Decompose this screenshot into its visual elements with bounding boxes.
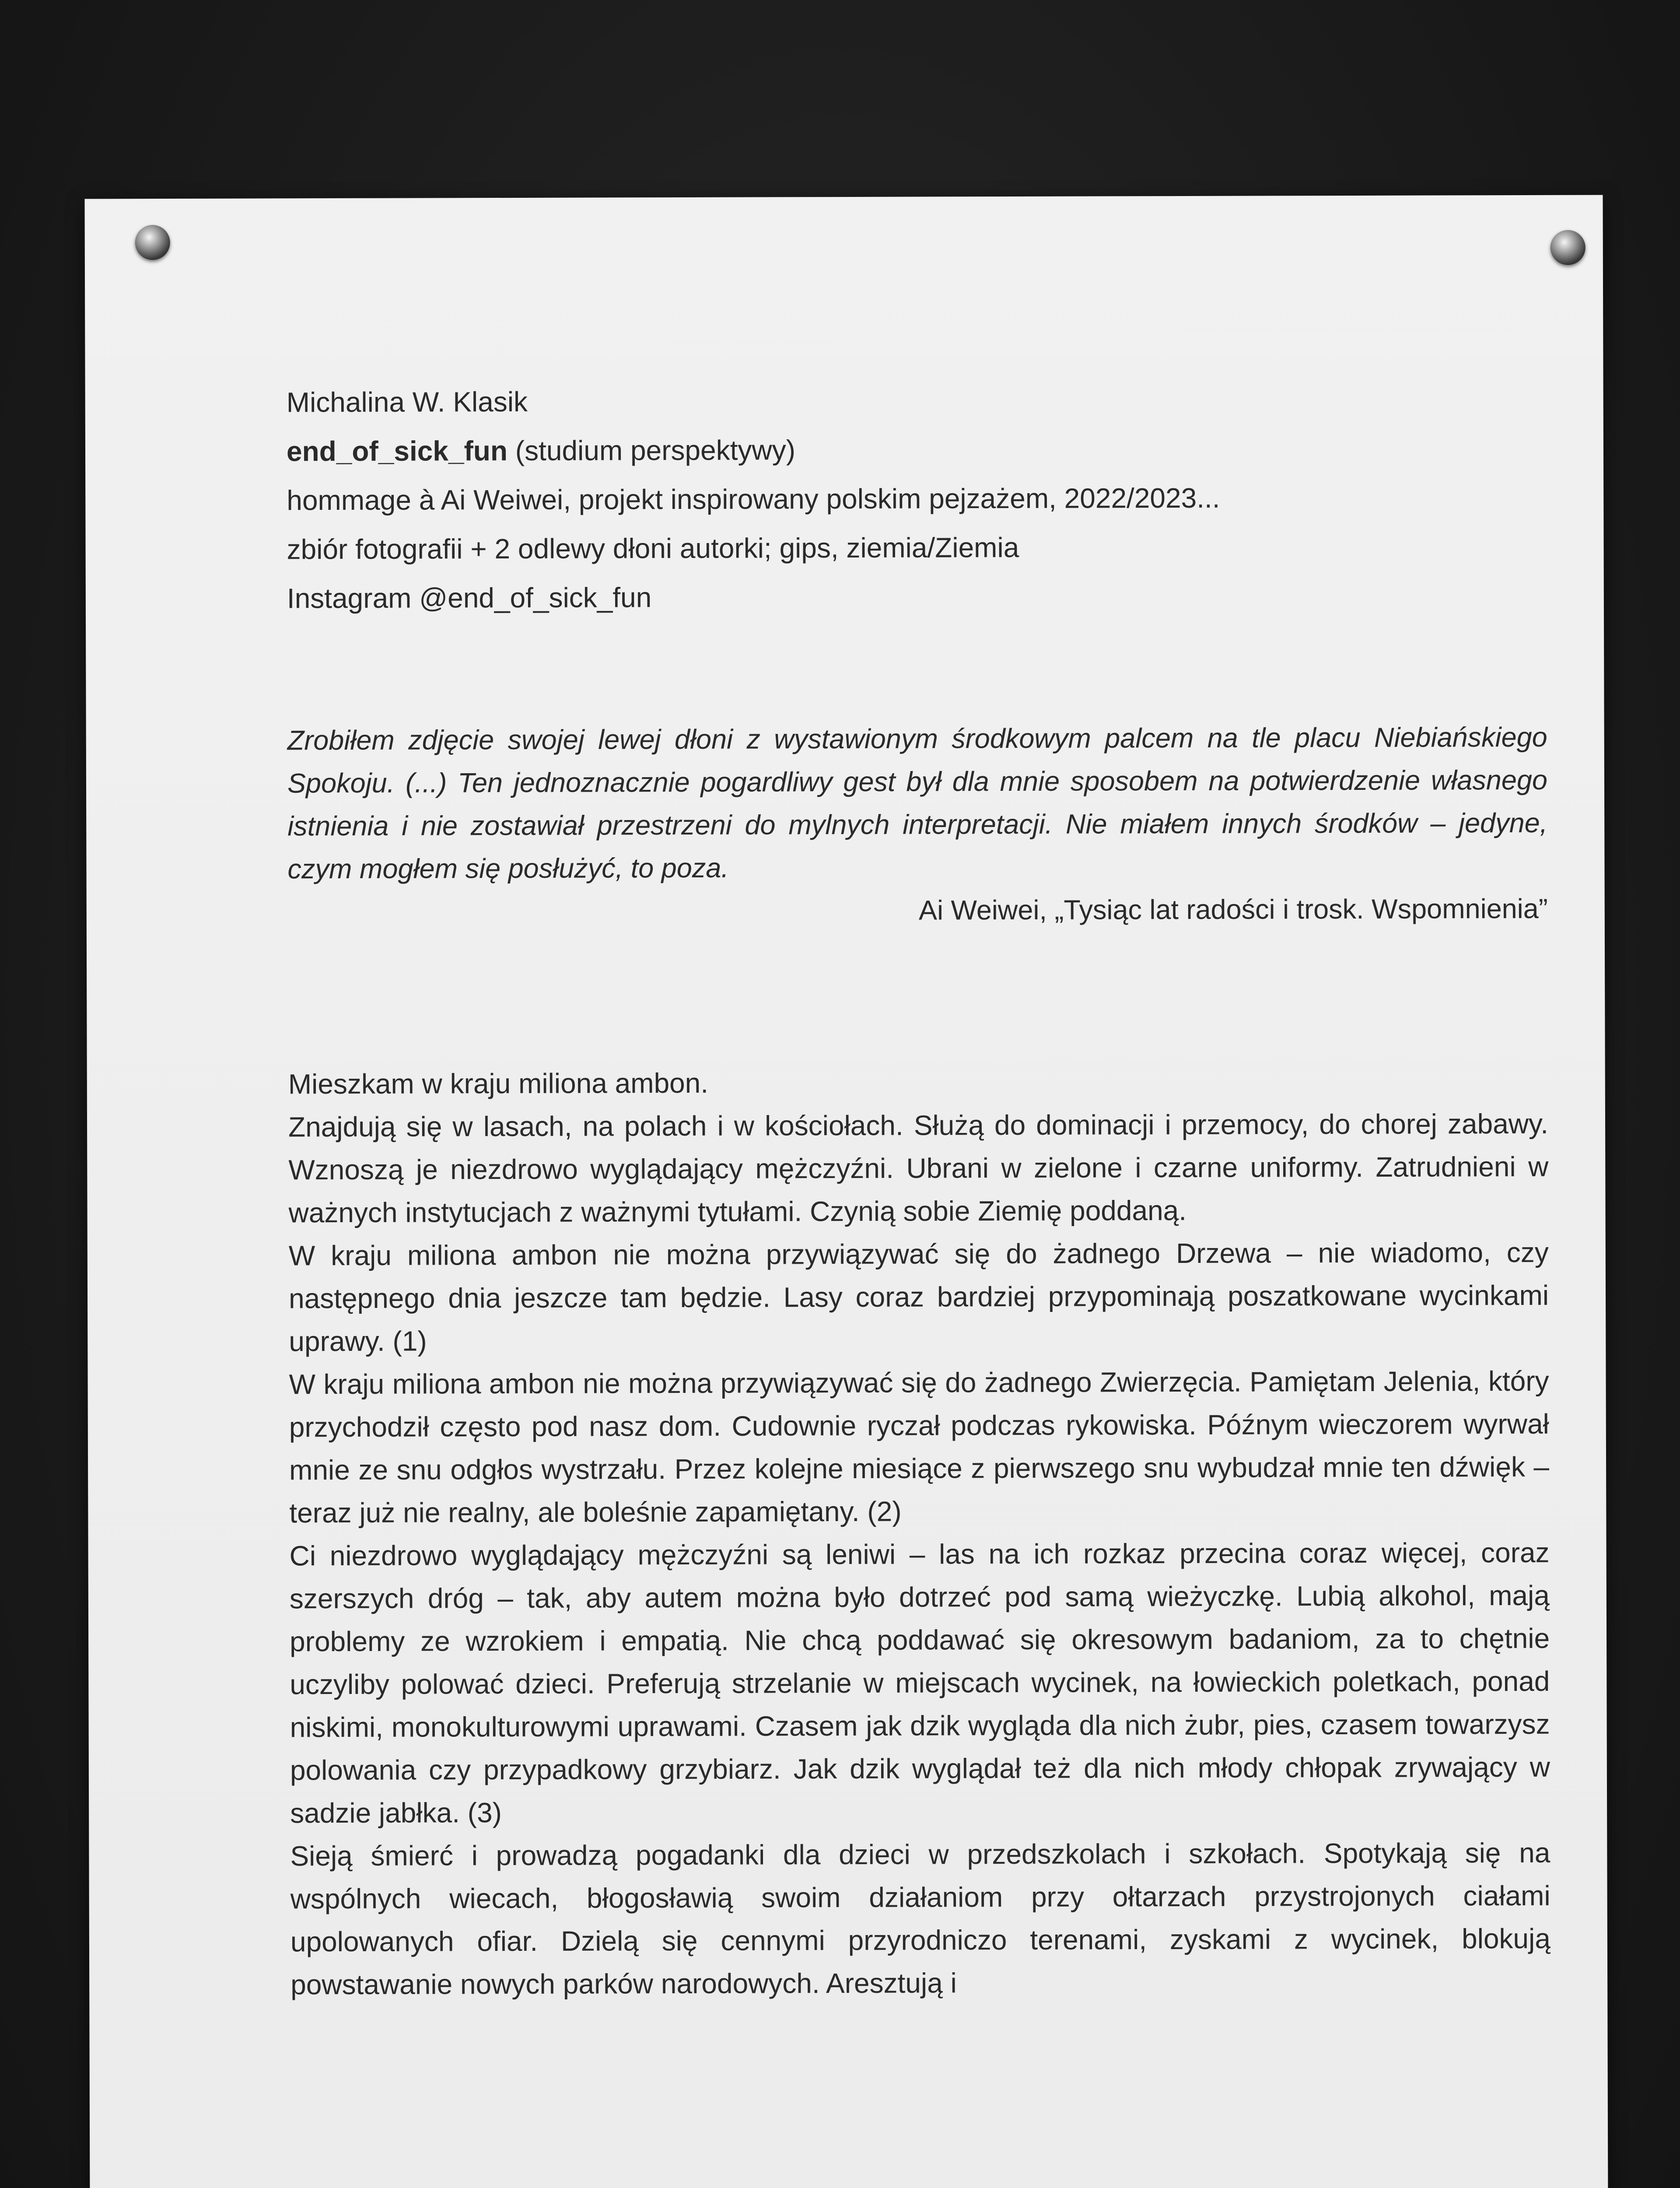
paragraph: Sieją śmierć i prowadzą pogadanki dla dzieci w przedszkolach i szkołach. Spotykają się na wspólnych wiecach, błogosławią swoim działaniom przy ołtarzach przystrojonych ciałami upolowanych ofiar. Dzielą się cennymi przyrodniczo terenami, zyskami z wycinek, blokują powstawanie nowych parków narodowych. Aresztują i (290, 1837, 1551, 2001)
epigraph-quote: Zrobiłem zdjęcie swojej lewej dłoni z wystawionym środkowym palcem na tle placu Niebiańskiego Spokoju. (...) Ten jednoznacznie pogardliwy gest był dla mnie sposobem na potwierdzenie własnego istnienia i nie zostawiał przestrzeni do mylnych interpretacji. Nie miałem innych środków – jedyne, czym mogłem się posłużyć, to poza. (287, 722, 1548, 885)
pushpin-icon (135, 225, 170, 260)
work-description: hommage à Ai Weiwei, projekt inspirowany polskim pejzażem, 2022/2023... (287, 482, 1220, 516)
paragraph: Ci niezdrowo wyglądający mężczyźni są leniwi – las na ich rozkaz przecina coraz więcej, coraz szerszych dróg – tak, aby autem można było dotrzeć pod samą wieżyczkę. Lubią alkohol, mają problemy ze wzrokiem i empatią. Nie chcą poddawać się okresowym badaniom, za to chętnie uczyliby polować dzieci. Preferują strzelanie w miejscach wycinek, na łowieckich poletkach, ponad niskimi, monokulturowymi uprawami. Czasem jak dzik wygląda dla nich żubr, pies, czasem towarzysz polowania czy przypadkowy grzybiarz. Jak dzik wyglądał też dla nich młody chłopak zrywający w sadzie jabłka. (3) (289, 1536, 1550, 1829)
epigraph-attribution: Ai Weiwei, „Tysiąc lat radości i trosk. Wspomnienia” (918, 893, 1548, 926)
pushpin-icon (1550, 230, 1586, 265)
instagram-handle: Instagram @end_of_sick_fun (287, 582, 652, 614)
work-title (287, 424, 1547, 476)
work-title-subtitle: (studium perspektywy) (507, 434, 796, 467)
author-name: Michalina W. Klasik (286, 386, 528, 418)
paragraph: W kraju miliona ambon nie można przywiązywać się do żadnego Zwierzęcia. Pamiętam Jelenia, który przychodził często pod nasz dom. Cudownie ryczał podczas rykowiska. Późnym wieczorem wyrwał mnie ze snu odgłos wystrzału. Przez kolejne miesiące z pierwszego snu wybudzał mnie ten dźwięk – teraz już nie realny, ale boleśnie zapamiętany. (2) (289, 1365, 1550, 1529)
paragraph: Mieszkam w kraju miliona ambon. (288, 1067, 709, 1100)
main-text (288, 1059, 1551, 2006)
paragraph: W kraju miliona ambon nie można przywiązywać się do żadnego Drzewa – nie wiadomo, czy następnego dnia jeszcze tam będzie. Lasy coraz bardziej przypominają poszatkowane wycinkami uprawy. (1) (288, 1236, 1549, 1357)
paper-sheet (84, 195, 1608, 2188)
document-header (287, 375, 1547, 623)
document-content (287, 375, 1551, 2006)
work-title-bold: end_of_sick_fun (286, 435, 508, 467)
paragraph: Znajdują się w lasach, na polach i w kościołach. Służą do dominacji i przemocy, do chorej zabawy. Wznoszą je niezdrowo wyglądający mężczyźni. Ubrani w zielone i czarne uniformy. Zatrudnieni w ważnych instytucjach z ważnymi tytułami. Czynią sobie Ziemię poddaną. (288, 1108, 1549, 1229)
work-materials: zbiór fotografii + 2 odlewy dłoni autorki; gips, ziemia/Ziemia (287, 531, 1019, 565)
